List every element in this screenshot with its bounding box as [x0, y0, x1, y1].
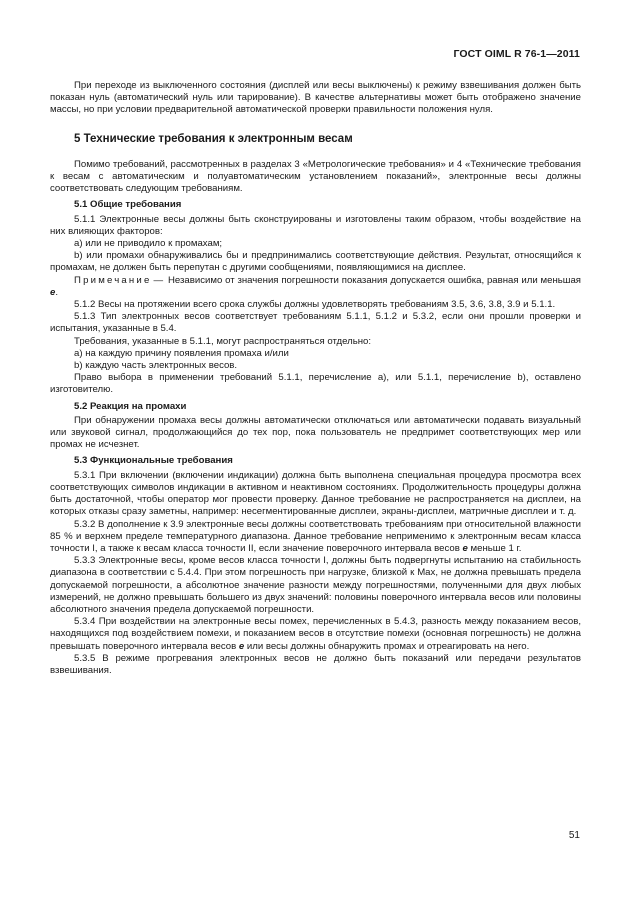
- standard-header: ГОСТ OIML R 76-1—2011: [453, 48, 580, 60]
- note-variable-e: e: [50, 286, 56, 298]
- note-dash: —: [153, 274, 164, 286]
- document-body: [50, 80, 581, 677]
- clause-5-1-3: 5.1.3 Тип электронных весов соответствует требованиям 5.1.1, 5.1.2 и 5.3.2, если они прошли проверки и испытания, указанные в 5.4.: [50, 311, 581, 335]
- clause-5-3-2: [50, 519, 581, 556]
- intro-paragraph: При переходе из выключенного состояния (дисплей или весы выключены) к режиму взвешивания должен быть показан нуль (автоматический нуль или тарирование). В качестве альтернативы может быть отображено значение массы, но при условии предварительной автоматической проверки правильности положения нуля.: [50, 80, 581, 116]
- clause-5-2-paragraph: При обнаружении промаха весы должны автоматически отключаться или автоматически подавать визуальный или звуковой сигнал, продолжающийся до тех пор, пока пользователь не предпримет соответствующих мер или промах не исчезнет.: [50, 414, 581, 451]
- subsection-5-3-title: 5.3 Функциональные требования: [74, 455, 233, 467]
- note-paragraph: [50, 275, 581, 299]
- section-5-title: 5 Технические требования к электронным весам: [74, 132, 353, 145]
- requirements-paragraph: Требования, указанные в 5.1.1, могут распространяться отдельно:: [74, 335, 372, 347]
- clause-5-3-2-text-b: меньше 1 г.: [470, 542, 522, 554]
- clause-5-3-3: 5.3.3 Электронные весы, кроме весов класса точности I, должны быть подвергнуты испытанию на стабильность диапазона в соответствии с 5.4.4. При этом погрешность при нагрузке, близкой к Max, не должна превышать предела допускаемой погрешности, а абсолютное значение разности между погрешностями, полученными для двух любых измерений, не должно превышать большего из двух значений: половины поверочного интервала весов или половины абсолютного значения предела допускаемой погрешности.: [50, 555, 581, 615]
- clause-5-3-1: 5.3.1 При включении (включении индикации) должна быть выполнена специальная процедура просмотра всех соответствующих символов индикации в активном и неактивном состояниях. Продолжительность процедуры должна быть достаточной, чтобы оператор мог провести проверку. Данное требование не распространяется на дисплеи, на которых отказы сразу заметны, например: несегментированные дисплеи, экраны-дисплеи, матричные дисплеи и т. д.: [50, 469, 581, 518]
- clause-5-3-4-text-b: или весы должны обнаружить промах и отреагировать на него.: [246, 640, 530, 652]
- clause-5-3-4: [50, 616, 581, 653]
- clause-5-1-1-item-b: b) или промахи обнаруживались бы и предпринимались соответствующие действия. Результат, относящийся к промахам, не должен быть перепутан с другими сообщениями, появляющимися на дисплее.: [50, 250, 581, 274]
- clause-5-3-4-variable-e: e: [238, 640, 245, 652]
- section-5-intro-paragraph: Помимо требований, рассмотренных в разделах 3 «Метрологические требования» и 4 «Технические требования к весам с автоматическим и полуавтоматическим установлением показаний», электронные весы должны соответствовать следующим требованиям.: [50, 158, 581, 195]
- clause-5-3-2-variable-e: e: [462, 542, 468, 554]
- page-number: 51: [568, 830, 580, 841]
- subsection-5-2-title: 5.2 Реакция на промахи: [74, 400, 187, 412]
- clause-5-3-4-text-a: 5.3.4 При воздействии на электронные весы помех, перечисленных в 5.4.3, разность между показанием весов, находящихся под воздействием помехи, и показанием весов в отсутствие помехи (основная погрешность) не должна превышать поверочного интервала весов: [50, 616, 581, 652]
- clause-5-1-2: 5.1.2 Весы на протяжении всего срока службы должны удовлетворять требованиям 3.5, 3.6, 3.8, 3.9 и 5.1.1.: [74, 299, 556, 311]
- clause-5-1-1: 5.1.1 Электронные весы должны быть сконструированы и изготовлены таким образом, чтобы воздействие на них влияющих факторов:: [50, 213, 581, 237]
- requirements-item-b: b) каждую часть электронных весов.: [74, 360, 238, 372]
- subsection-5-1-title: 5.1 Общие требования: [74, 199, 182, 211]
- clause-5-3-5: 5.3.5 В режиме прогревания электронных весов не должно быть показаний или передачи результатов взвешивания.: [50, 652, 581, 676]
- choice-paragraph: Право выбора в применении требований 5.1.1, перечисление а), или 5.1.1, перечисление b), оставлено изготовителю.: [50, 372, 581, 396]
- requirements-item-a: а) на каждую причину появления промаха и/или: [74, 347, 289, 359]
- note-end: .: [55, 286, 59, 298]
- clause-5-1-1-item-a: а) или не приводило к промахам;: [74, 238, 223, 250]
- note-text: Независимо от значения погрешности показания допускается ошибка, равная или меньшая: [167, 274, 581, 286]
- clause-5-3-2-text-a: 5.3.2 В дополнение к 3.9 электронные весы должны соответствовать требованиям при относительной влажности 85 % и верхнем пределе температурного диапазона. Данное требование неприменимо к электронным весам класса точности I, а также к весам класса точности II, если значение поверочного интервала весов: [50, 518, 581, 554]
- note-label: Примечание: [74, 274, 152, 286]
